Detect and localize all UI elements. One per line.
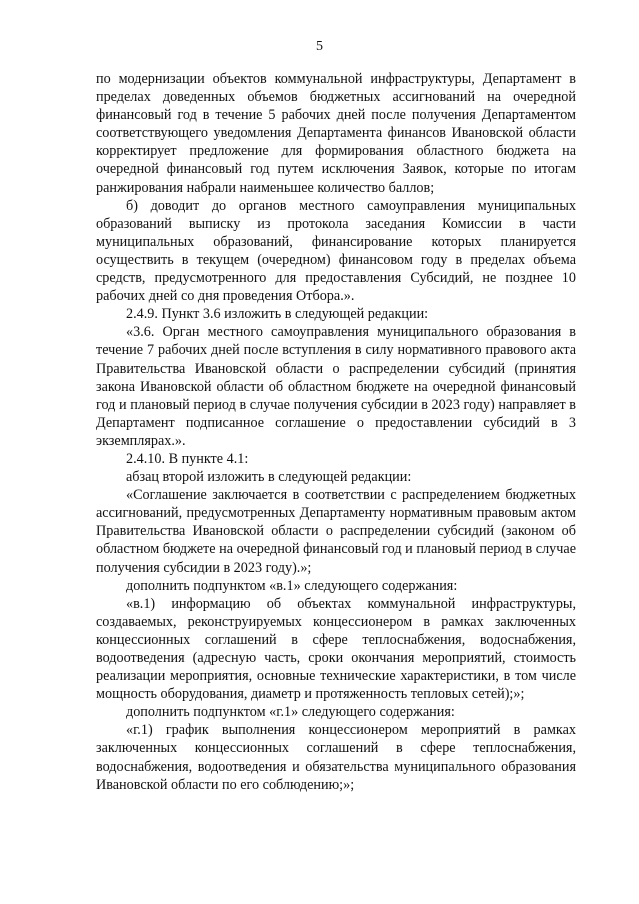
paragraph-soglashenie: «Соглашение заключается в соответствии с распределением бюджетных ассигнований, предусмотренных Департаменту нормативным правовым актом Правительства Ивановской области о распределении субсидий (законом об областном бюджете на очередной финансовый год и плановый период в случае получения субсидии в 2023 году).»;: [96, 487, 576, 576]
paragraph-add-g1: дополнить подпунктом «г.1» следующего содержания:: [126, 704, 455, 721]
paragraph-3-6: «3.6. Орган местного самоуправления муниципального образования в течение 7 рабочих дней после вступления в силу нормативного правового акта Правительства Ивановской области о распределении субсидий (принятия закона Ивановской области об областном бюджете на очередной финансовый год и плановый период в случае получения субсидии в 2023 году) направляет в Департамент подписанное соглашение о предоставлении субсидий в 3 экземплярах.».: [96, 324, 576, 449]
paragraph-g1: «г.1) график выполнения концессионером мероприятий в рамках заключенных концессионных соглашений в сфере теплоснабжения, водоснабжения, водоотведения и обязательства муниципального образования Ивановской области по его соблюдению;»;: [96, 722, 576, 793]
paragraph-v1: «в.1) информацию об объектах коммунальной инфраструктуры, создаваемых, реконструируемых концессионером в рамках заключенных концессионных соглашений в сфере теплоснабжения, водоснабжения, водоотведения (адресную часть, сроки окончания мероприятий, стоимость реализации мероприятия, основные технические характеристики, в том числе мощность оборудования, диаметр и протяженность тепловых сетей);»;: [96, 595, 576, 703]
paragraph-continuation: по модернизации объектов коммунальной инфраструктуры, Департамент в пределах доведенных объемов бюджетных ассигнований на очередной финансовый год в течение 5 рабочих дней после получения Департаментом соответствующего уведомления Департамента финансов Ивановской области корректирует предложение для формирования областного бюджета на очередной финансовый год путем исключения Заявок, которые по итогам ранжирования набрали наименьшее количество баллов;: [96, 71, 576, 196]
page-number: 5: [316, 39, 323, 54]
paragraph-2-4-9: 2.4.9. Пункт 3.6 изложить в следующей редакции:: [126, 306, 429, 323]
paragraph-2-4-10: 2.4.10. В пункте 4.1:: [126, 450, 249, 467]
paragraph-item-b: б) доводит до органов местного самоуправления муниципальных образований выписку из протокола заседания Комиссии в части муниципальных образований, финансирование которых планируется осуществить в текущем (очередном) финансовом году в пределах объема средств, предусмотренного для предоставления Субсидий, не позднее 10 рабочих дней со дня проведения Отбора.».: [96, 197, 576, 305]
paragraph-abzac-vtoroy: абзац второй изложить в следующей редакции:: [126, 469, 412, 486]
paragraph-add-v1: дополнить подпунктом «в.1» следующего содержания:: [126, 577, 458, 594]
document-body: [96, 70, 576, 794]
